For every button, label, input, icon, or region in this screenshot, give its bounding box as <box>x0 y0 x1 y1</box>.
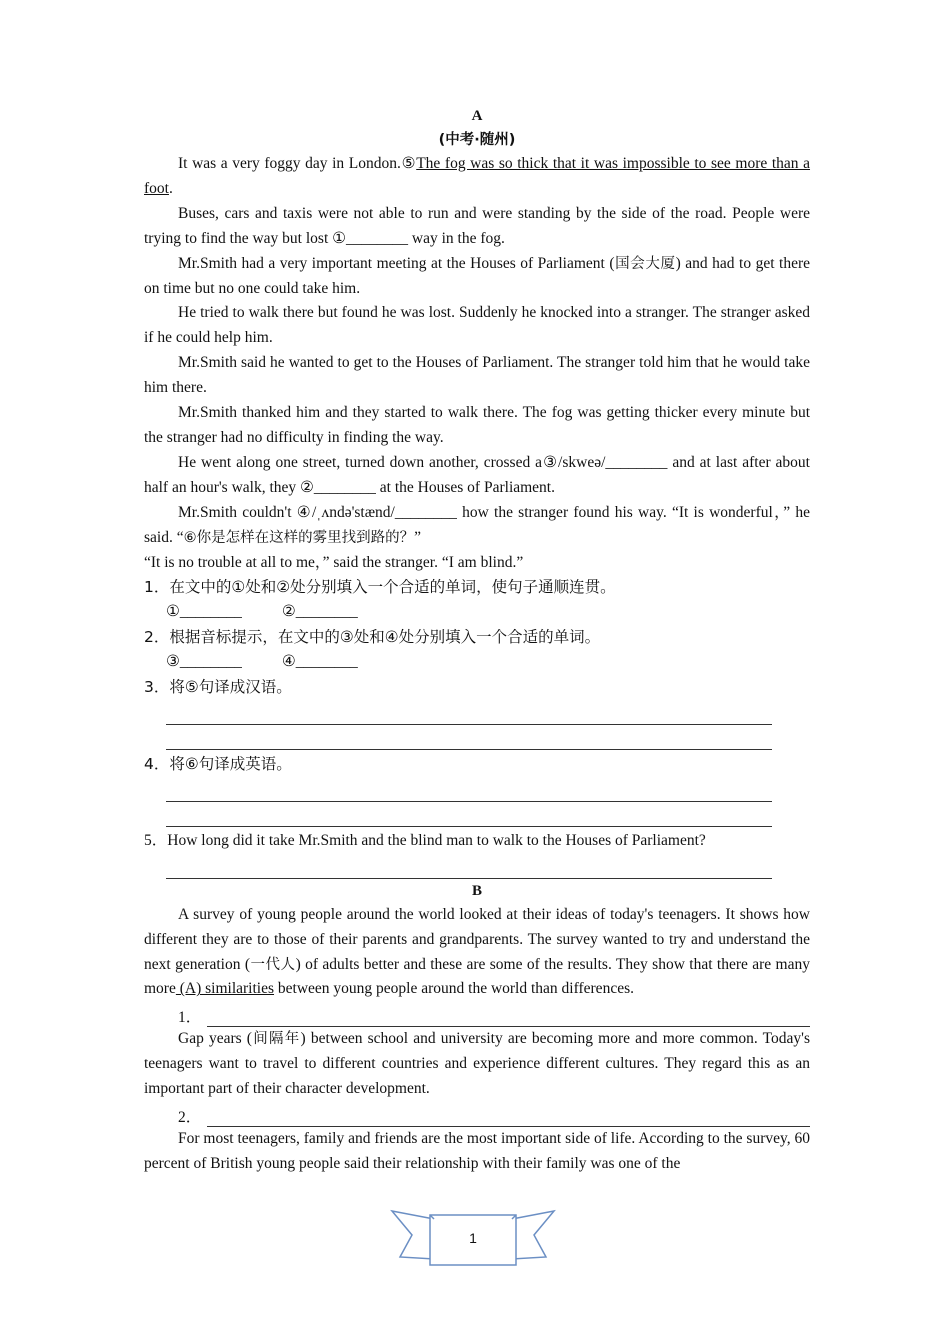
passage-b-paragraph-2: Gap years (间隔年) between school and university are becoming more and more common. Today's teenagers want to travel to different countries and experience different cultures. They regard this as an important part of their character development. <box>144 1030 810 1098</box>
passage-a-paragraph-3: Mr.Smith had a very important meeting at the Houses of Parliament (国会大厦) and had to get there on time but no one could take him. <box>144 254 810 297</box>
answer-line-3b[interactable] <box>166 725 772 750</box>
blank-3[interactable]: ③________ <box>166 653 242 671</box>
answer-line-4b[interactable] <box>166 802 772 827</box>
section-a-source: (中考·随州) <box>438 132 516 148</box>
question-3: 3．将⑤句译成汉语。 <box>144 678 292 697</box>
passage-a-paragraph-1: It was a very foggy day in London.⑤The fog was so thick that it was impossible to see more than a foot. <box>144 155 811 197</box>
passage-a-paragraph-8: Mr.Smith couldn't ④/ˌʌndə'stænd/________ how the stranger found his way. “It is wonderful，” he said. “⑥你是怎样在这样的雾里找到路的？” <box>144 503 810 546</box>
passage-b-paragraph-1: A survey of young people around the world looked at their ideas of today's teenagers. It shows how different they are to those of their parents and grandparents. The survey wanted to try and understand the next generation (一代人) of adults better and these are some of the results. They show that there are many more (A) similarities between young people around the world than differences. <box>144 905 810 998</box>
blank-2[interactable]: ②________ <box>281 603 358 621</box>
question-4: 4．将⑥句译成英语。 <box>144 754 292 773</box>
passage-a-paragraph-2: Buses, cars and taxis were not able to run and were standing by the side of the road. People were trying to find the way but lost ①________ way in the fog. <box>144 204 810 247</box>
question-5: 5．How long did it take Mr.Smith and the blind man to walk to the Houses of Parliament? <box>144 831 706 849</box>
blank-4[interactable]: ④________ <box>281 653 358 671</box>
page-number-banner <box>390 1205 556 1269</box>
answer-line-3a[interactable] <box>166 700 772 725</box>
document-page <box>144 104 810 1177</box>
answer-line-b1[interactable]: 1． <box>144 1002 810 1027</box>
passage-a-paragraph-4: He tried to walk there but found he was lost. Suddenly he knocked into a stranger. The stranger asked if he could help him. <box>144 304 810 347</box>
question-1-blanks <box>144 600 810 625</box>
section-b-title: B <box>471 882 482 899</box>
answer-line-b2[interactable]: 2． <box>144 1102 810 1127</box>
passage-a-paragraph-5: Mr.Smith said he wanted to get to the Houses of Parliament. The stranger told him that he would take him there. <box>144 354 810 397</box>
underlined-phrase-a: (A) similarities <box>175 980 275 998</box>
question-2: 2．根据音标提示，在文中的③处和④处分别填入一个合适的单词。 <box>144 628 601 647</box>
answer-line-4a[interactable] <box>166 777 772 802</box>
section-a-title: A <box>471 108 483 124</box>
question-1: 1．在文中的①处和②处分别填入一个合适的单词，使句子通顺连贯。 <box>144 578 616 597</box>
answer-line-5[interactable] <box>166 854 772 879</box>
passage-a-paragraph-7: He went along one street, turned down another, crossed a③/skweə/________ and at last after about half an hour's walk, they ②________ at the Houses of Parliament. <box>144 453 810 496</box>
blank-1[interactable]: ①________ <box>166 603 242 621</box>
passage-a-paragraph-6: Mr.Smith thanked him and they started to walk there. The fog was getting thicker every minute but the stranger had no difficulty in finding the way. <box>144 404 810 446</box>
passage-a-paragraph-9: “It is no trouble at all to me，” said the stranger. “I am blind.” <box>144 553 524 571</box>
page-number: 1 <box>469 1230 477 1246</box>
question-2-blanks <box>144 650 810 675</box>
passage-b-paragraph-3: For most teenagers, family and friends are the most important side of life. According to the survey, 60 percent of British young people said their relationship with their family was one of the <box>144 1129 810 1172</box>
underlined-sentence-5: The fog was so thick that it was impossible to see more than a foot <box>144 155 811 197</box>
